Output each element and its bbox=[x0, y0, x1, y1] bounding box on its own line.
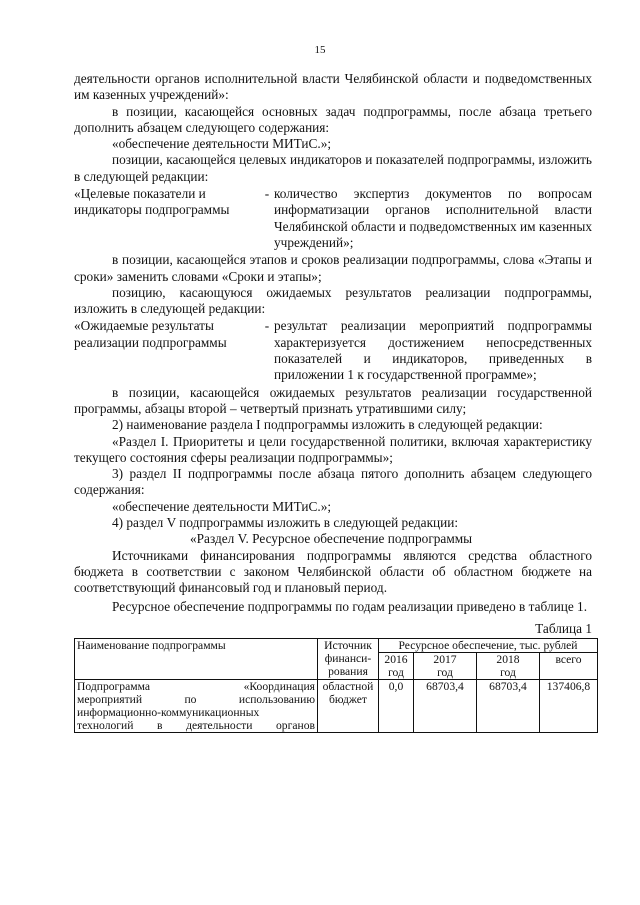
year-unit: год bbox=[437, 666, 453, 680]
row-name-line bbox=[77, 719, 315, 732]
header-year bbox=[379, 653, 414, 680]
year-value: 2016 bbox=[384, 653, 408, 667]
paragraph: деятельности органов исполнительной власти Челябинской области и подведомственных им казенных учреждений»: bbox=[74, 71, 592, 103]
results-text: результат реализации мероприятий подпрограммы характеризуется достижением непосредственных показателей и индикаторов, приведенных в приложении 1 к государственной программе»; bbox=[274, 318, 592, 383]
dash-separator: - bbox=[264, 318, 270, 334]
paragraph: в позиции, касающейся этапов и сроков реализации подпрограммы, слова «Этапы и сроки» заменить словами «Сроки и этапы»; bbox=[74, 252, 592, 284]
paragraph: в позиции, касающейся основных задач подпрограммы, после абзаца третьего дополнить абзацем следующего содержания: bbox=[74, 103, 592, 135]
indicators-label: «Целевые показатели и индикаторы подпрограммы bbox=[74, 186, 230, 218]
indicators-text: количество экспертиз документов по вопросам информатизации органов исполнительной власти Челябинской области и подведомственных им казенных учреждений»; bbox=[274, 186, 592, 250]
row-name bbox=[75, 680, 318, 733]
row-name-word: использованию bbox=[238, 693, 315, 707]
paragraph: Источниками финансирования подпрограммы являются средства областного бюджета в соответствии с законом Челябинской области об областном бюджете на соответствующий финансовый год и плановый период. bbox=[74, 547, 592, 596]
row-name-line bbox=[77, 693, 315, 706]
paragraph: «Раздел I. Приоритеты и цели государственной политики, включая характеристику текущего состояния сферы реализации подпрограммы»; bbox=[74, 433, 592, 465]
table-caption: Таблица 1 bbox=[535, 620, 592, 636]
paragraph: «обеспечение деятельности МИТиС.»; bbox=[112, 498, 332, 514]
header-source-line: финанси- bbox=[324, 652, 372, 666]
document-body bbox=[74, 71, 592, 733]
year-unit: год bbox=[388, 666, 404, 680]
paragraph: «обеспечение деятельности МИТиС.»; bbox=[112, 136, 332, 152]
row-source-line: бюджет bbox=[329, 693, 367, 707]
table-header-row bbox=[75, 639, 598, 653]
section-heading: «Раздел V. Ресурсное обеспечение подпрограммы bbox=[190, 531, 473, 547]
page-number: 15 bbox=[314, 44, 326, 56]
results-label: «Ожидаемые результаты реализации подпрограммы bbox=[74, 318, 227, 350]
paragraph: 4) раздел V подпрограммы изложить в следующей редакции: bbox=[112, 515, 459, 531]
row-name-word: по bbox=[184, 693, 197, 707]
year-unit: год bbox=[500, 666, 516, 680]
row-name-word: «Координация bbox=[243, 680, 315, 694]
row-name-line bbox=[77, 680, 315, 693]
results-block bbox=[74, 318, 592, 383]
row-value-2016: 0,0 bbox=[379, 680, 414, 733]
indicators-block bbox=[74, 186, 592, 251]
year-value: 2017 bbox=[433, 653, 457, 667]
row-name-word: органов bbox=[276, 719, 315, 733]
table-row bbox=[75, 680, 598, 733]
paragraph: Ресурсное обеспечение подпрограммы по годам реализации приведено в таблице 1. bbox=[112, 598, 588, 614]
header-year bbox=[477, 653, 540, 680]
row-source bbox=[318, 680, 379, 733]
row-name-word: деятельности bbox=[186, 719, 253, 733]
paragraph: 2) наименование раздела I подпрограммы изложить в следующей редакции: bbox=[112, 417, 543, 433]
row-value-2017: 68703,4 bbox=[414, 680, 477, 733]
header-source-line: Источник bbox=[324, 639, 372, 653]
paragraph: 3) раздел II подпрограммы после абзаца пятого дополнить абзацем следующего содержания: bbox=[74, 466, 592, 498]
header-year bbox=[414, 653, 477, 680]
paragraph: в позиции, касающейся ожидаемых результатов реализации государственной программы, абзацы второй – четвертый признать утратившими силу; bbox=[74, 384, 592, 416]
header-total: всего bbox=[540, 653, 598, 680]
row-name-word: в bbox=[157, 719, 163, 733]
header-resources: Ресурсное обеспечение, тыс. рублей bbox=[379, 639, 598, 653]
row-source-line: областной bbox=[322, 680, 374, 694]
paragraph: позиции, касающейся целевых индикаторов и показателей подпрограммы, изложить в следующей редакции: bbox=[74, 152, 592, 184]
row-value-2018: 68703,4 bbox=[477, 680, 540, 733]
year-value: 2018 bbox=[496, 653, 520, 667]
dash-separator: - bbox=[264, 186, 270, 202]
header-name: Наименование подпрограммы bbox=[75, 639, 318, 680]
row-value-total: 137406,8 bbox=[540, 680, 598, 733]
row-name-word: мероприятий bbox=[77, 693, 143, 707]
row-name-word: Подпрограмма bbox=[77, 680, 150, 694]
header-source-line: рования bbox=[328, 665, 368, 679]
resource-table bbox=[74, 638, 598, 733]
row-name-word: технологий bbox=[77, 719, 134, 733]
header-source bbox=[318, 639, 379, 680]
row-name-line: информационно-коммуникационных bbox=[77, 706, 260, 720]
paragraph: позицию, касающуюся ожидаемых результатов реализации подпрограммы, изложить в следующей редакции: bbox=[74, 284, 592, 317]
